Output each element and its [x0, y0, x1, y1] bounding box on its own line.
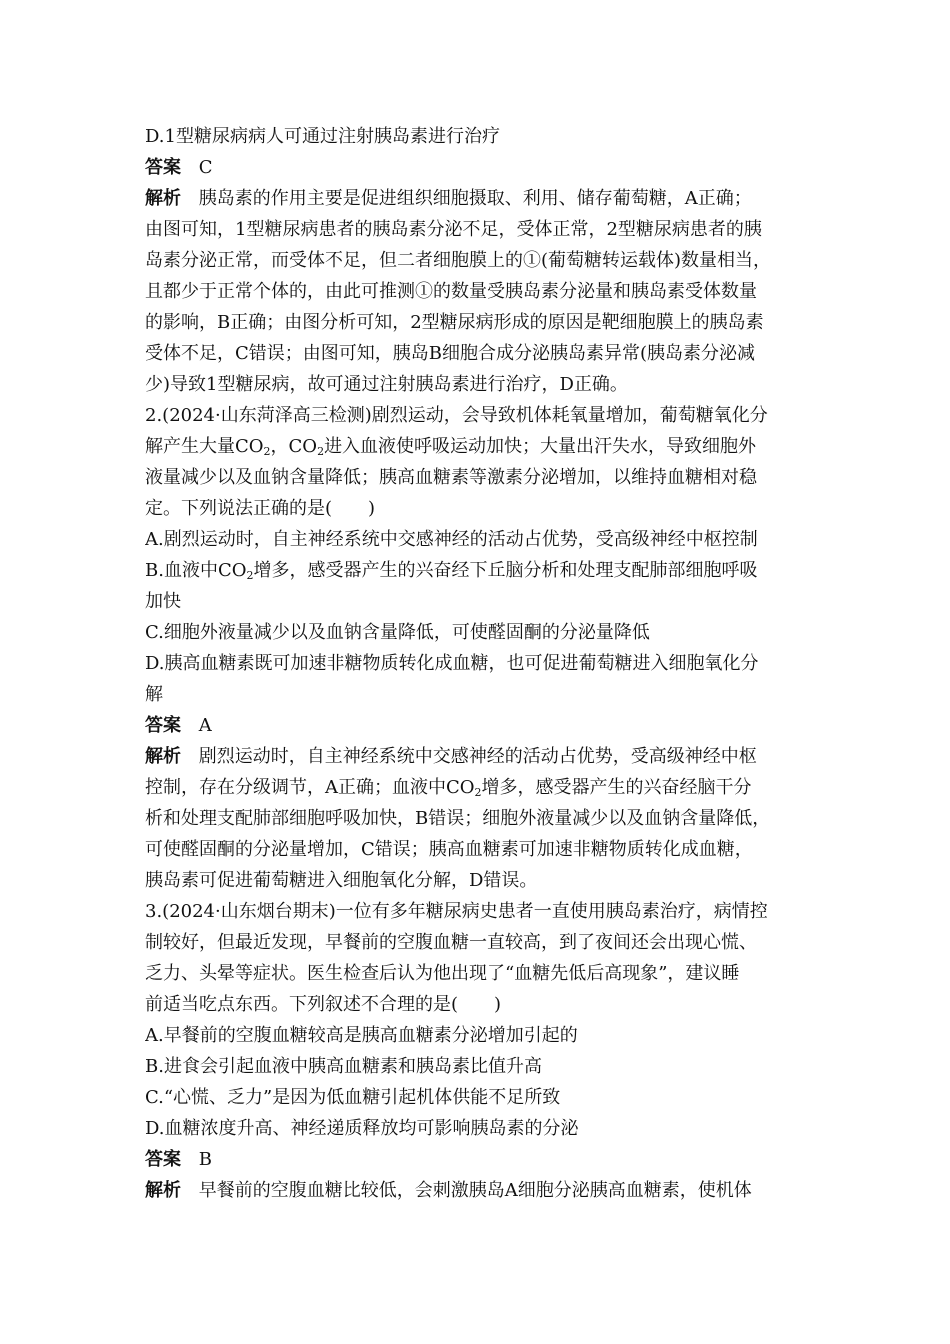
- q2-option-b: [145, 555, 817, 586]
- analysis-text: 早餐前的空腹血糖比较低，会刺激胰岛A细胞分泌胰高血糖素，使机体: [198, 1180, 752, 1201]
- analysis-label: 解析: [145, 746, 181, 767]
- q1-analysis-line: 由图可知，1型糖尿病患者的胰岛素分泌不足，受体正常，2型糖尿病患者的胰: [145, 219, 762, 240]
- answer-value: C: [198, 157, 213, 178]
- q2-option-a: A.剧烈运动时，自主神经系统中交感神经的活动占优势，受高级神经中枢控制: [145, 529, 758, 550]
- q3-option-c: C.“心慌、乏力”是因为低血糖引起机体供能不足所致: [145, 1087, 561, 1108]
- q2-analysis-line: 析和处理支配肺部细胞呼吸加快，B错误；细胞外液量减少以及血钠含量降低，: [145, 808, 771, 829]
- q1-analysis-line: 岛素分泌正常，而受体不足，但二者细胞膜上的①(葡萄糖转运载体)数量相当，: [145, 250, 772, 271]
- analysis-label: 解析: [145, 1180, 181, 1201]
- q2-option-b-cont: 加快: [145, 591, 181, 612]
- q1-analysis-line: 少)导致1型糖尿病，故可通过注射胰岛素进行治疗，D正确。: [145, 374, 628, 395]
- subscript: 2: [263, 445, 271, 458]
- q2-analysis-line: 胰岛素可促进葡萄糖进入细胞氧化分解，D错误。: [145, 870, 538, 891]
- q1-analysis-line: 受体不足，C错误；由图可知，胰岛B细胞合成分泌胰岛素异常(胰岛素分泌减: [145, 343, 756, 364]
- q1-analysis-line: [145, 183, 817, 214]
- q3-stem-line: 3.(2024·山东烟台期末)一位有多年糖尿病史患者一直使用胰岛素治疗，病情控: [145, 901, 768, 922]
- stem-text: ，CO: [270, 436, 318, 457]
- answer-label: 答案: [145, 715, 181, 736]
- q3-analysis-line: [145, 1175, 817, 1206]
- q3-stem-line: 乏力、头晕等症状。医生检查后认为他出现了“血糖先低后高现象”，建议睡: [145, 963, 740, 984]
- stem-text: 进入血液使呼吸运动加快；大量出汗失水，导致细胞外: [324, 436, 757, 457]
- q2-stem-line: [145, 431, 817, 462]
- q3-stem-line: 前适当吃点东西。下列叙述不合理的是( ): [145, 994, 502, 1015]
- answer-value: B: [198, 1149, 212, 1170]
- option-text: B.血液中CO: [145, 560, 247, 581]
- q1-option-d: D.1型糖尿病病人可通过注射胰岛素进行治疗: [145, 126, 500, 147]
- q2-option-d: D.胰高血糖素既可加速非糖物质转化成血糖，也可促进葡萄糖进入细胞氧化分: [145, 653, 759, 674]
- q2-option-c: C.细胞外液量减少以及血钠含量降低，可使醛固酮的分泌量降低: [145, 622, 650, 643]
- analysis-text: 控制，存在分级调节，A正确；血液中CO: [145, 777, 475, 798]
- document-page: [145, 121, 817, 1206]
- q2-stem-line: 2.(2024·山东菏泽高三检测)剧烈运动，会导致机体耗氧量增加，葡萄糖氧化分: [145, 405, 768, 426]
- q3-option-b: B.进食会引起血液中胰高血糖素和胰岛素比值升高: [145, 1056, 542, 1077]
- subscript: 2: [474, 786, 482, 799]
- q2-answer: [145, 710, 817, 741]
- subscript: 2: [317, 445, 325, 458]
- q2-analysis-line: 可使醛固酮的分泌量增加，C错误；胰高血糖素可加速非糖物质转化成血糖，: [145, 839, 753, 860]
- q2-option-d-cont: 解: [145, 684, 163, 705]
- answer-label: 答案: [145, 157, 181, 178]
- q3-option-a: A.早餐前的空腹血糖较高是胰高血糖素分泌增加引起的: [145, 1025, 578, 1046]
- q1-analysis-line: 且都少于正常个体的，由此可推测①的数量受胰岛素分泌量和胰岛素受体数量: [145, 281, 757, 302]
- answer-value: A: [198, 715, 212, 736]
- analysis-text: 增多，感受器产生的兴奋经脑干分: [481, 777, 752, 798]
- q3-answer: [145, 1144, 817, 1175]
- option-text: 增多，感受器产生的兴奋经下丘脑分析和处理支配肺部细胞呼吸: [253, 560, 758, 581]
- q2-stem-line: 液量减少以及血钠含量降低；胰高血糖素等激素分泌增加，以维持血糖相对稳: [145, 467, 757, 488]
- analysis-text: 胰岛素的作用主要是促进组织细胞摄取、利用、储存葡萄糖，A正确；: [198, 188, 752, 209]
- q2-stem-line: 定。下列说法正确的是( ): [145, 498, 376, 519]
- q1-answer: [145, 152, 817, 183]
- subscript: 2: [246, 569, 254, 582]
- analysis-label: 解析: [145, 188, 181, 209]
- q3-stem-line: 制较好，但最近发现，早餐前的空腹血糖一直较高，到了夜间还会出现心慌、: [145, 932, 757, 953]
- analysis-text: 剧烈运动时，自主神经系统中交感神经的活动占优势，受高级神经中枢: [198, 746, 757, 767]
- q1-analysis-line: 的影响，B正确；由图分析可知，2型糖尿病形成的原因是靶细胞膜上的胰岛素: [145, 312, 764, 333]
- q3-option-d: D.血糖浓度升高、神经递质释放均可影响胰岛素的分泌: [145, 1118, 579, 1139]
- stem-text: 解产生大量CO: [145, 436, 264, 457]
- q2-analysis-line: [145, 772, 817, 803]
- q2-analysis-line: [145, 741, 817, 772]
- answer-label: 答案: [145, 1149, 181, 1170]
